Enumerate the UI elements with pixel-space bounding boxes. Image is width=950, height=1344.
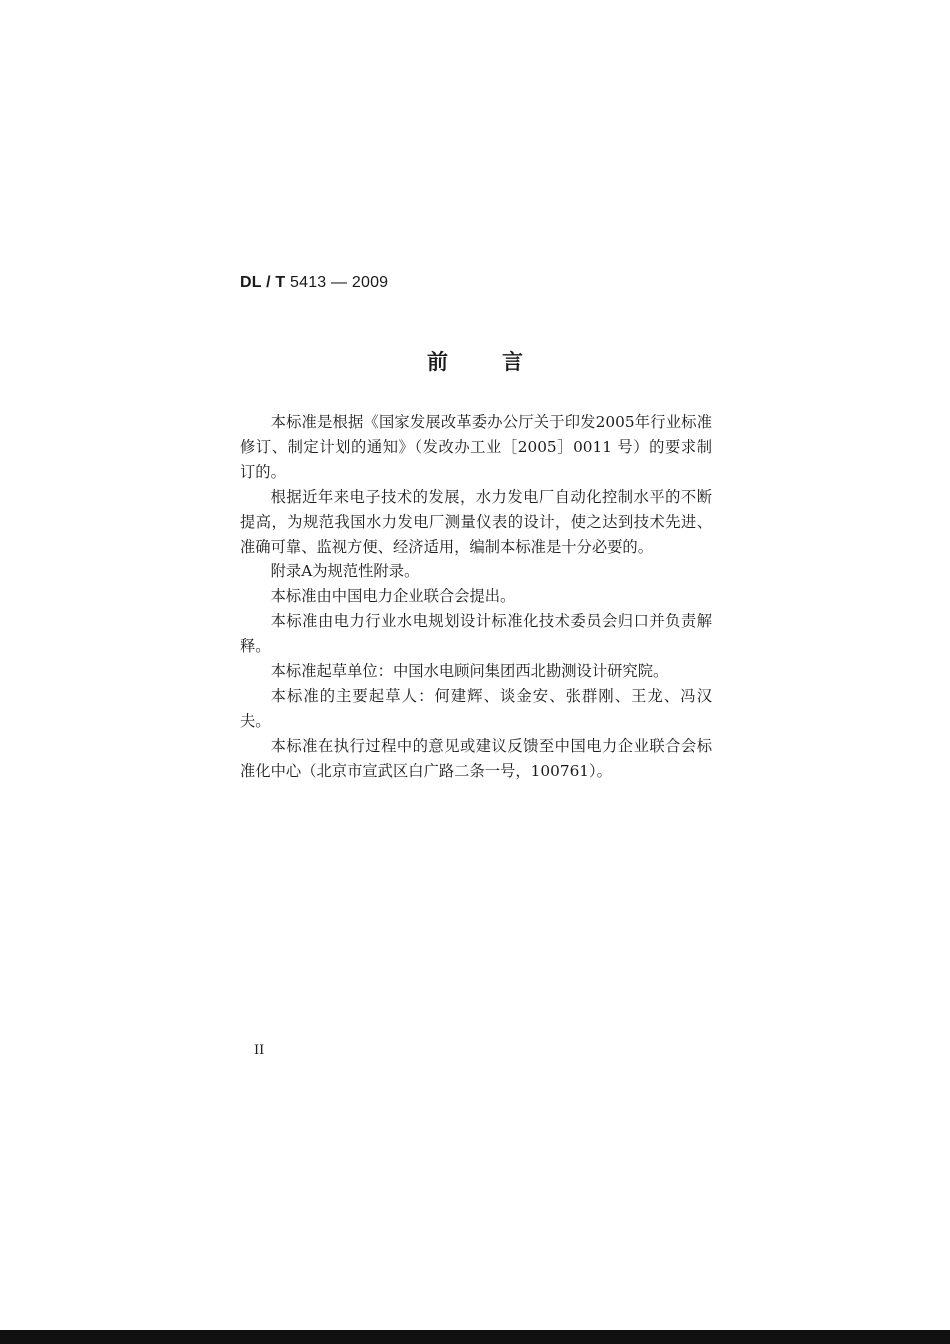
paragraph: 本标准是根据《国家发展改革委办公厅关于印发2005年行业标准修订、制定计划的通知》（发改办工业［2005］0011 号）的要求制订的。 <box>240 413 712 481</box>
paragraph: 本标准由中国电力企业联合会提出。 <box>270 587 516 606</box>
paragraph: 本标准由电力行业水电规划设计标准化技术委员会归口并负责解释。 <box>240 612 712 656</box>
page-number: II <box>254 1043 265 1058</box>
scan-edge-bar <box>0 1330 950 1344</box>
page-title: 前言 <box>427 350 577 374</box>
paragraph: 本标准的主要起草人：何建辉、谈金安、张群刚、王龙、冯汉夫。 <box>240 686 712 730</box>
paragraph: 附录A为规范性附录。 <box>270 562 420 581</box>
standard-code <box>240 274 388 292</box>
paragraph: 本标准在执行过程中的意见或建议反馈至中国电力企业联合会标准化中心（北京市宣武区白广路二条一号，100761）。 <box>240 736 712 780</box>
standard-code-number: 5413 — 2009 <box>285 274 389 291</box>
foreword-body <box>240 410 712 784</box>
standard-code-prefix: DL / T <box>240 274 286 291</box>
paragraph: 本标准起草单位：中国水电顾问集团西北勘测设计研究院。 <box>270 662 669 681</box>
paragraph: 根据近年来电子技术的发展，水力发电厂自动化控制水平的不断提高，为规范我国水力发电厂测量仪表的设计，使之达到技术先进、准确可靠、监视方便、经济适用，编制本标准是十分必要的。 <box>240 487 712 556</box>
